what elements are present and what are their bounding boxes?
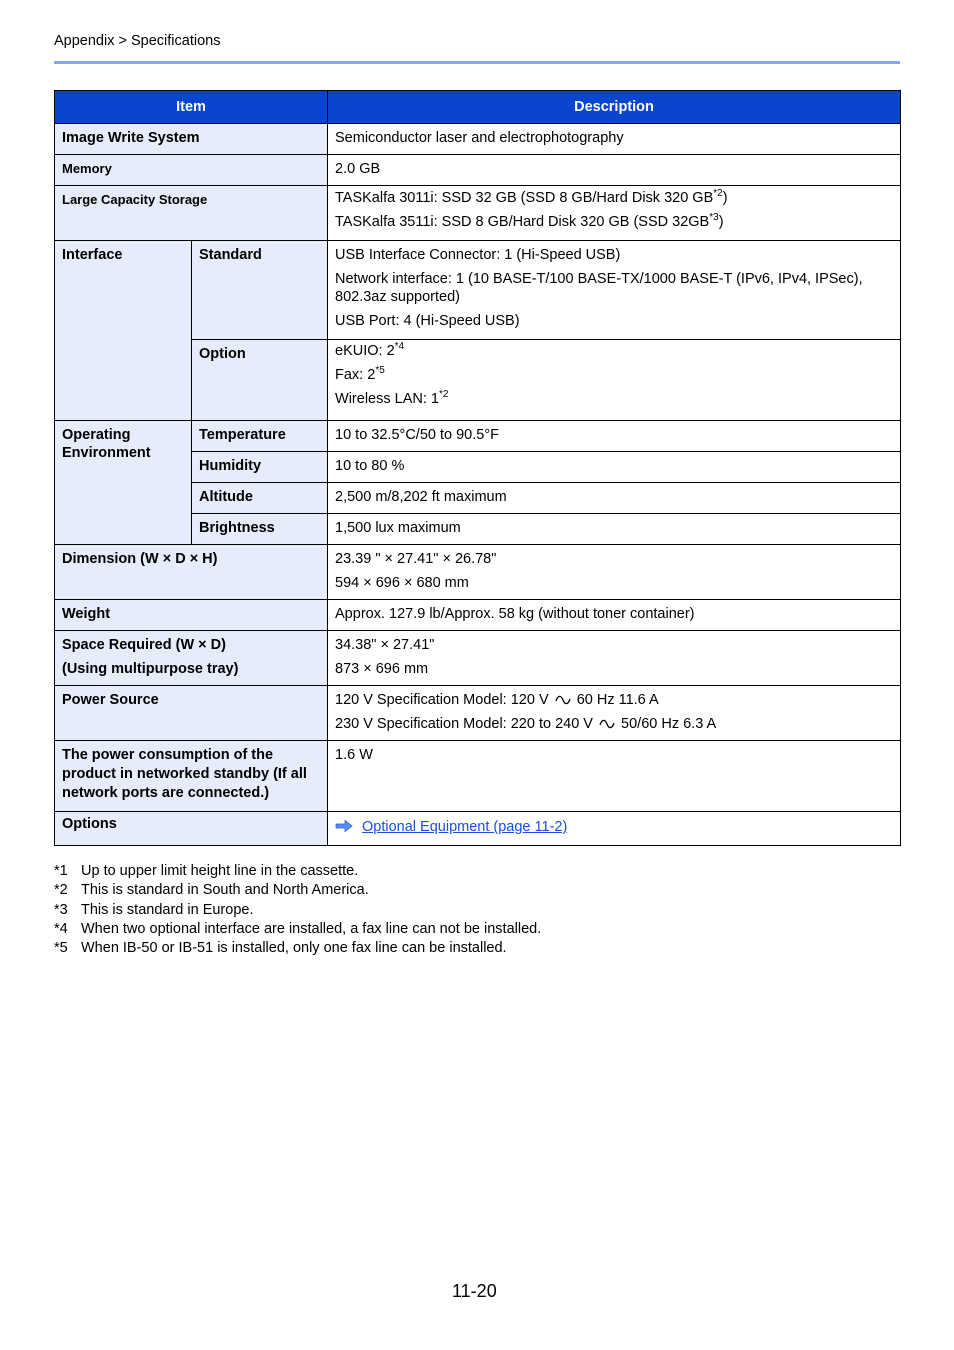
power-line-120v: 120 V Specification Model: 120 V 60 Hz 11.6 A [335, 692, 659, 708]
row-label-options: Options [55, 812, 328, 846]
sub-label-altitude: Altitude [192, 483, 328, 514]
value-humidity: 10 to 80 % [328, 452, 901, 483]
standard-line: USB Interface Connector: 1 (Hi-Speed USB) [335, 247, 621, 263]
footnote-mark: *1 [54, 863, 68, 879]
table-row [55, 686, 901, 741]
space-label-line: (Using multipurpose tray) [62, 661, 239, 677]
value-temperature: 10 to 32.5°C/50 to 90.5°F [328, 421, 901, 452]
option-line: Wireless LAN: 1$^{*2}$ [335, 389, 449, 407]
row-label-interface: Interface [55, 241, 192, 421]
table-row [55, 241, 901, 340]
table-row [55, 124, 901, 155]
footnote [54, 939, 541, 958]
dimension-inches: 23.39 " × 27.41" × 26.78" [335, 551, 497, 567]
row-value-options [328, 812, 901, 846]
table-row [55, 421, 901, 452]
sub-label-standard: Standard [192, 241, 328, 340]
footnote-mark: *3 [54, 901, 68, 918]
row-label-space-required [55, 631, 328, 686]
footnote-mark: *5 [54, 940, 68, 957]
table-row [55, 155, 901, 186]
row-label-operating-environment: Operating Environment [55, 421, 192, 545]
footnote-text: This is standard in Europe. [81, 901, 254, 918]
ac-wave-icon [555, 695, 571, 705]
optional-equipment-link[interactable]: Optional Equipment (page 11-2) [362, 819, 568, 835]
row-label-memory: Memory [55, 155, 328, 186]
row-label-weight: Weight [55, 600, 328, 631]
footnote-text: Up to upper limit height line in the cassette. [81, 863, 359, 879]
sub-label-option: Option [192, 340, 328, 421]
column-header-item: Item [55, 91, 328, 124]
breadcrumb: Appendix > Specifications [54, 33, 221, 49]
table-row [55, 545, 901, 600]
value-brightness: 1,500 lux maximum [328, 514, 901, 545]
footnotes [54, 862, 541, 958]
header-rule [54, 61, 900, 64]
footnote-text: When two optional interface are installed, a fax line can not be installed. [81, 920, 542, 937]
sub-label-humidity: Humidity [192, 452, 328, 483]
row-label-large-capacity-storage: Large Capacity Storage [55, 186, 328, 241]
row-value-power-source [328, 686, 901, 741]
space-mm: 873 × 696 mm [335, 661, 429, 677]
footnote-text: This is standard in South and North America. [81, 882, 369, 899]
row-value-power-consumption: 1.6 W [328, 741, 901, 812]
standard-line: USB Port: 4 (Hi-Speed USB) [335, 313, 520, 329]
table-row [55, 186, 901, 241]
row-value-memory: 2.0 GB [328, 155, 901, 186]
row-value-large-capacity-storage [328, 186, 901, 241]
table-row [55, 631, 901, 686]
power-line-230v: 230 V Specification Model: 220 to 240 V 50/60 Hz 6.3 A [335, 716, 717, 732]
footnote [54, 881, 541, 900]
ac-wave-icon [599, 719, 615, 729]
table-row [55, 812, 901, 846]
storage-line-3011i: TASKalfa 3011i: SSD 32 GB (SSD 8 GB/Hard Disk 320 GB$^{*2}$) [335, 188, 728, 206]
space-inches: 34.38" × 27.41" [335, 637, 435, 653]
value-altitude: 2,500 m/8,202 ft maximum [328, 483, 901, 514]
sub-label-temperature: Temperature [192, 421, 328, 452]
page-number: 11-20 [452, 1281, 497, 1301]
footnote [54, 920, 541, 939]
row-value-dimension [328, 545, 901, 600]
specifications-table [54, 90, 901, 846]
footnote [54, 862, 541, 881]
row-value-image-write-system: Semiconductor laser and electrophotography [328, 124, 901, 155]
row-value-interface-option [328, 340, 901, 421]
footnote-mark: *4 [54, 920, 68, 937]
table-row [55, 600, 901, 631]
dimension-mm: 594 × 696 × 680 mm [335, 575, 469, 591]
option-line: eKUIO: 2$^{*4}$ [335, 341, 405, 359]
column-header-description: Description [328, 91, 901, 124]
option-line: Fax: 2$^{*5}$ [335, 365, 385, 383]
standard-line: Network interface: 1 (10 BASE-T/100 BASE-TX/1000 BASE-T (IPv6, IPv4, IPSec), 802.3az supported) [335, 271, 863, 305]
table-row [55, 741, 901, 812]
row-value-weight: Approx. 127.9 lb/Approx. 58 kg (without toner container) [328, 600, 901, 631]
row-value-interface-standard [328, 241, 901, 340]
footnote-text: When IB-50 or IB-51 is installed, only one fax line can be installed. [81, 940, 507, 957]
row-label-dimension: Dimension (W × D × H) [55, 545, 328, 600]
space-label-line: Space Required (W × D) [62, 637, 226, 653]
row-value-space-required [328, 631, 901, 686]
row-label-power-source: Power Source [55, 686, 328, 741]
storage-line-3511i: TASKalfa 3511i: SSD 8 GB/Hard Disk 320 GB (SSD 32GB$^{*3}$) [335, 212, 724, 230]
footnote-mark: *2 [54, 882, 68, 899]
arrow-right-icon [335, 820, 353, 832]
footnote [54, 901, 541, 920]
sub-label-brightness: Brightness [192, 514, 328, 545]
table-header-row [55, 91, 901, 124]
row-label-power-consumption: The power consumption of the product in networked standby (If all network ports are connected.) [55, 741, 328, 812]
row-label-image-write-system: Image Write System [55, 124, 328, 155]
